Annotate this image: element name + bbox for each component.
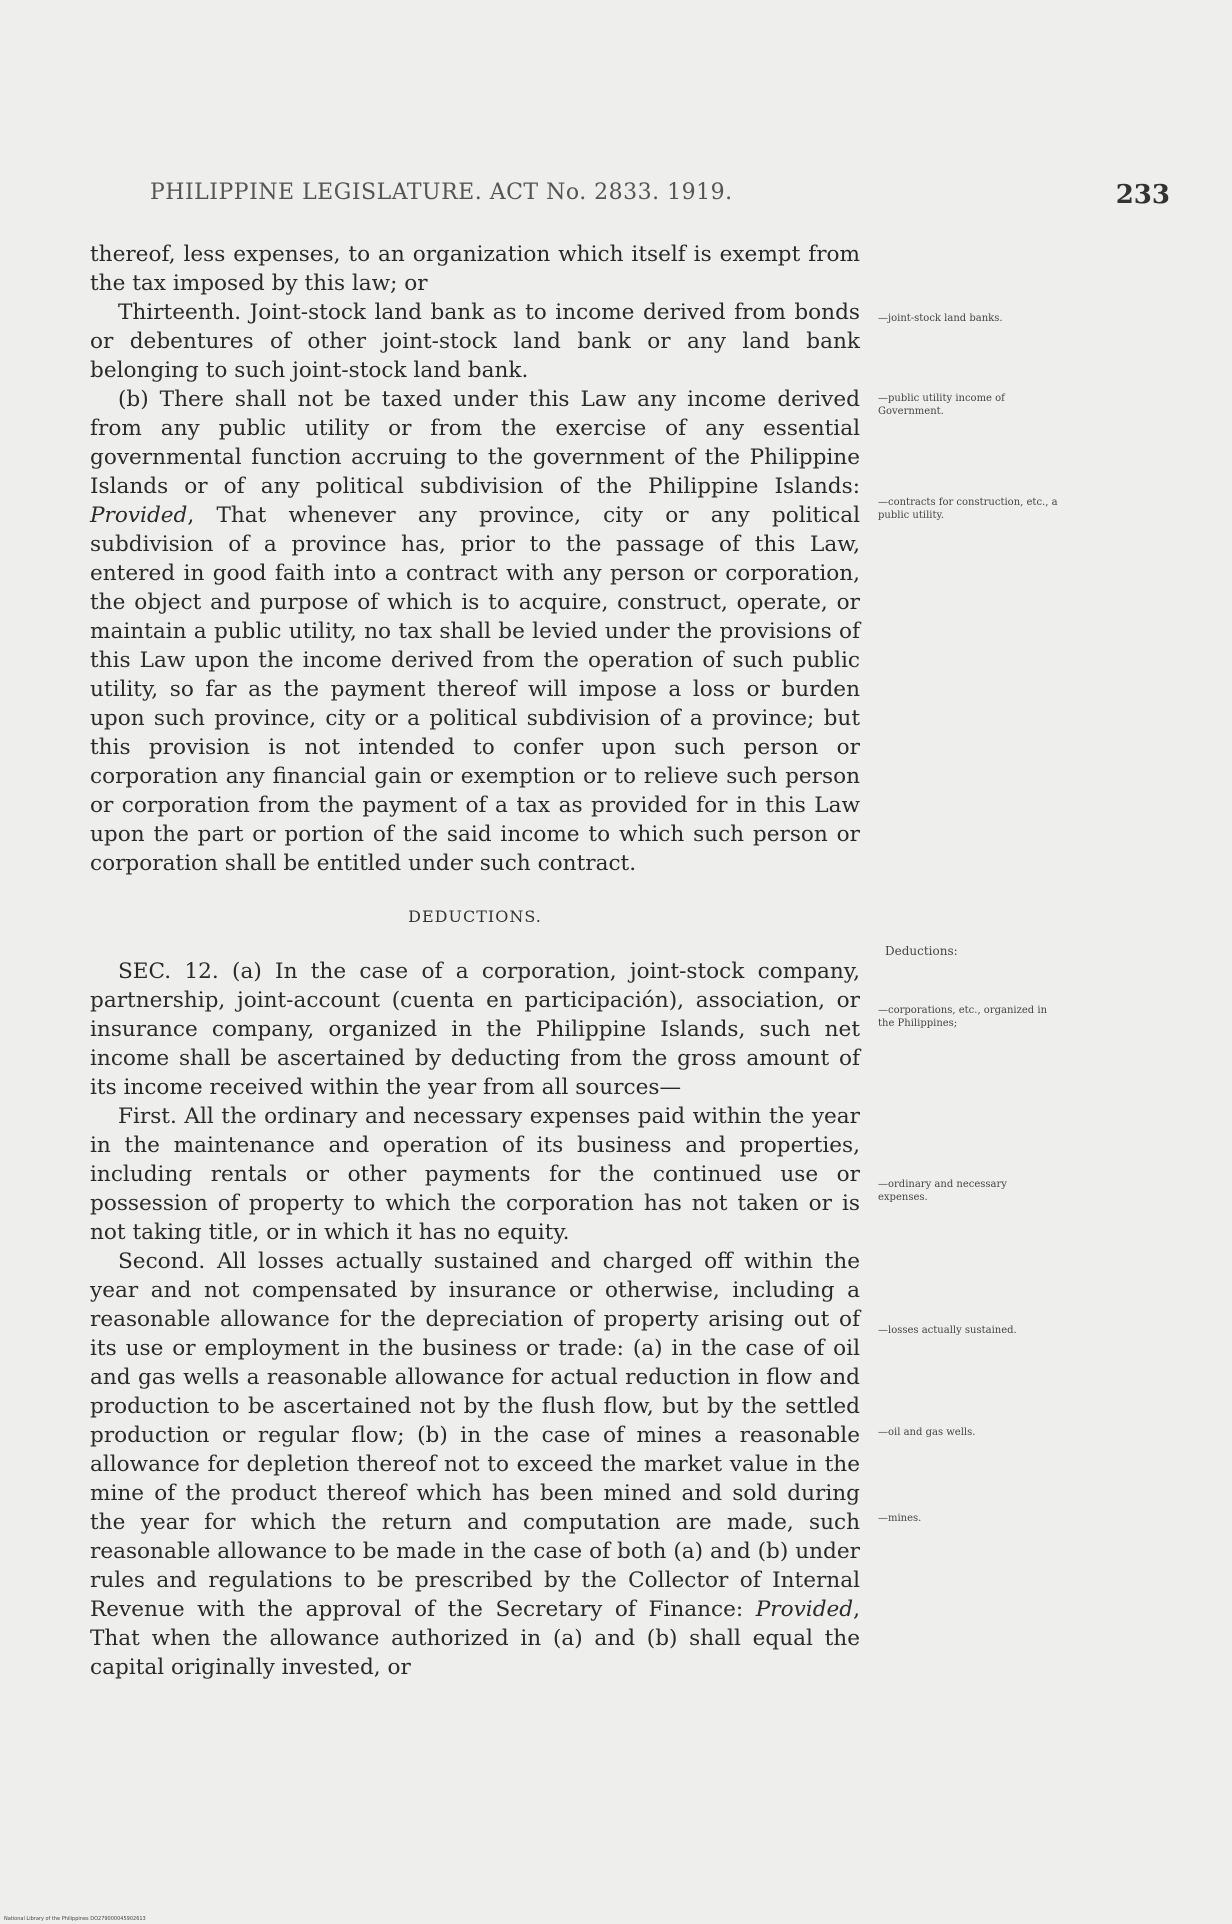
- footer-credit: National Library of the Philippines DO279000045902613: [4, 1916, 146, 1922]
- running-head: PHILIPPINE LEGISLATURE. ACT No. 2833. 1919.: [150, 180, 733, 205]
- margin-note-oil-gas: —oil and gas wells.: [878, 1427, 976, 1438]
- paragraph-second-part1: Second. All losses actually sustained and charged off within the year and not compensated by insurance or otherwise, including a reasonable allowance for the depreciation of property arising out of its use or employment in the business or trade: (a) in the case of oil and gas wells a reasonable allowance for actual reduction in flow and production to be ascertained not by the flush flow, but by the settled production or regular flow; (b) in the case of mines a reasonable allowance for depletion thereof not to exceed the market value in the mine of the product thereof which has been mined and sold during the year for which the return and computation are made, such reasonable allowance to be made in the case of both (a) and (b) under rules and regulations to be prescribed by the Collector of Internal Revenue with the approval of the Secretary of Finance:: [90, 1249, 860, 1622]
- page-header: [150, 180, 1170, 220]
- margin-note-public-utility: —public utility income of Government.: [878, 393, 1005, 417]
- paragraph-first: First. All the ordinary and necessary expenses paid within the year in the maintenance and operation of its business and properties, including rentals or other payments for the continued use or possession of property to which the corporation has not taken or is not taking title, or in which it has no equity.: [90, 1104, 860, 1245]
- paragraph-b: [90, 385, 860, 878]
- section-heading-deductions: DEDUCTIONS.: [408, 907, 542, 926]
- provided-italic: Provided: [90, 503, 188, 528]
- margin-note-contracts: —contracts for construction, etc., a public utility.: [878, 497, 1058, 521]
- margin-heading-deductions: Deductions:: [885, 944, 958, 958]
- margin-note-mines: —mines.: [878, 1513, 922, 1524]
- page-number: 233: [1115, 180, 1170, 210]
- margin-note-losses: —losses actually sustained.: [878, 1325, 1017, 1336]
- paragraph-b-part2: , That whenever any province, city or any political subdivision of a province has, prior to the passage of this Law, entered in good faith into a contract with any person or corporation, the object and purpose of which is to acquire, construct, operate, or maintain a public utility, no tax shall be levied under the provisions of this Law upon the income derived from the operation of such public utility, so far as the payment thereof will impose a loss or burden upon such province, city or a political subdivision of a province; but this provision is not intended to confer upon such person or corporation any financial gain or exemption or to relieve such person or corporation from the payment of a tax as provided for in this Law upon the part or portion of the said income to which such person or corporation shall be entitled under such contract.: [90, 503, 860, 876]
- paragraph-sec12: SEC. 12. (a) In the case of a corporation, joint-stock company, partnership, joint-account (cuenta en participación), association, or insurance company, organized in the Philippine Islands, such net income shall be ascertained by deducting from the gross amount of its income received within the year from all sources—: [90, 959, 860, 1100]
- paragraph-second: [90, 1247, 860, 1682]
- margin-note-joint-stock: —joint-stock land banks.: [878, 313, 1003, 324]
- provided-italic-2: Provided: [755, 1597, 854, 1622]
- paragraph-thirteenth: Thirteenth. Joint-stock land bank as to income derived from bonds or debentures of other joint-stock land bank or any land bank belonging to such joint-stock land bank.: [90, 300, 860, 383]
- margin-note-ordinary: —ordinary and necessary expenses.: [878, 1179, 1007, 1203]
- margin-note-corporations: —corporations, etc., organized in the Philippines;: [878, 1005, 1048, 1029]
- paragraph-b-part1: (b) There shall not be taxed under this Law any income derived from any public utility or from the exercise of any essential governmental function accruing to the government of the Philippine Islands or of any political subdivision of the Philippine Islands:: [90, 387, 860, 499]
- paragraph-continuation: thereof, less expenses, to an organization which itself is exempt from the tax imposed by this law; or: [90, 242, 860, 296]
- main-column-top: [90, 240, 860, 1682]
- paragraph-second-part2: , That when the allowance authorized in (a) and (b) shall equal the capital originally invested, or: [90, 1597, 860, 1680]
